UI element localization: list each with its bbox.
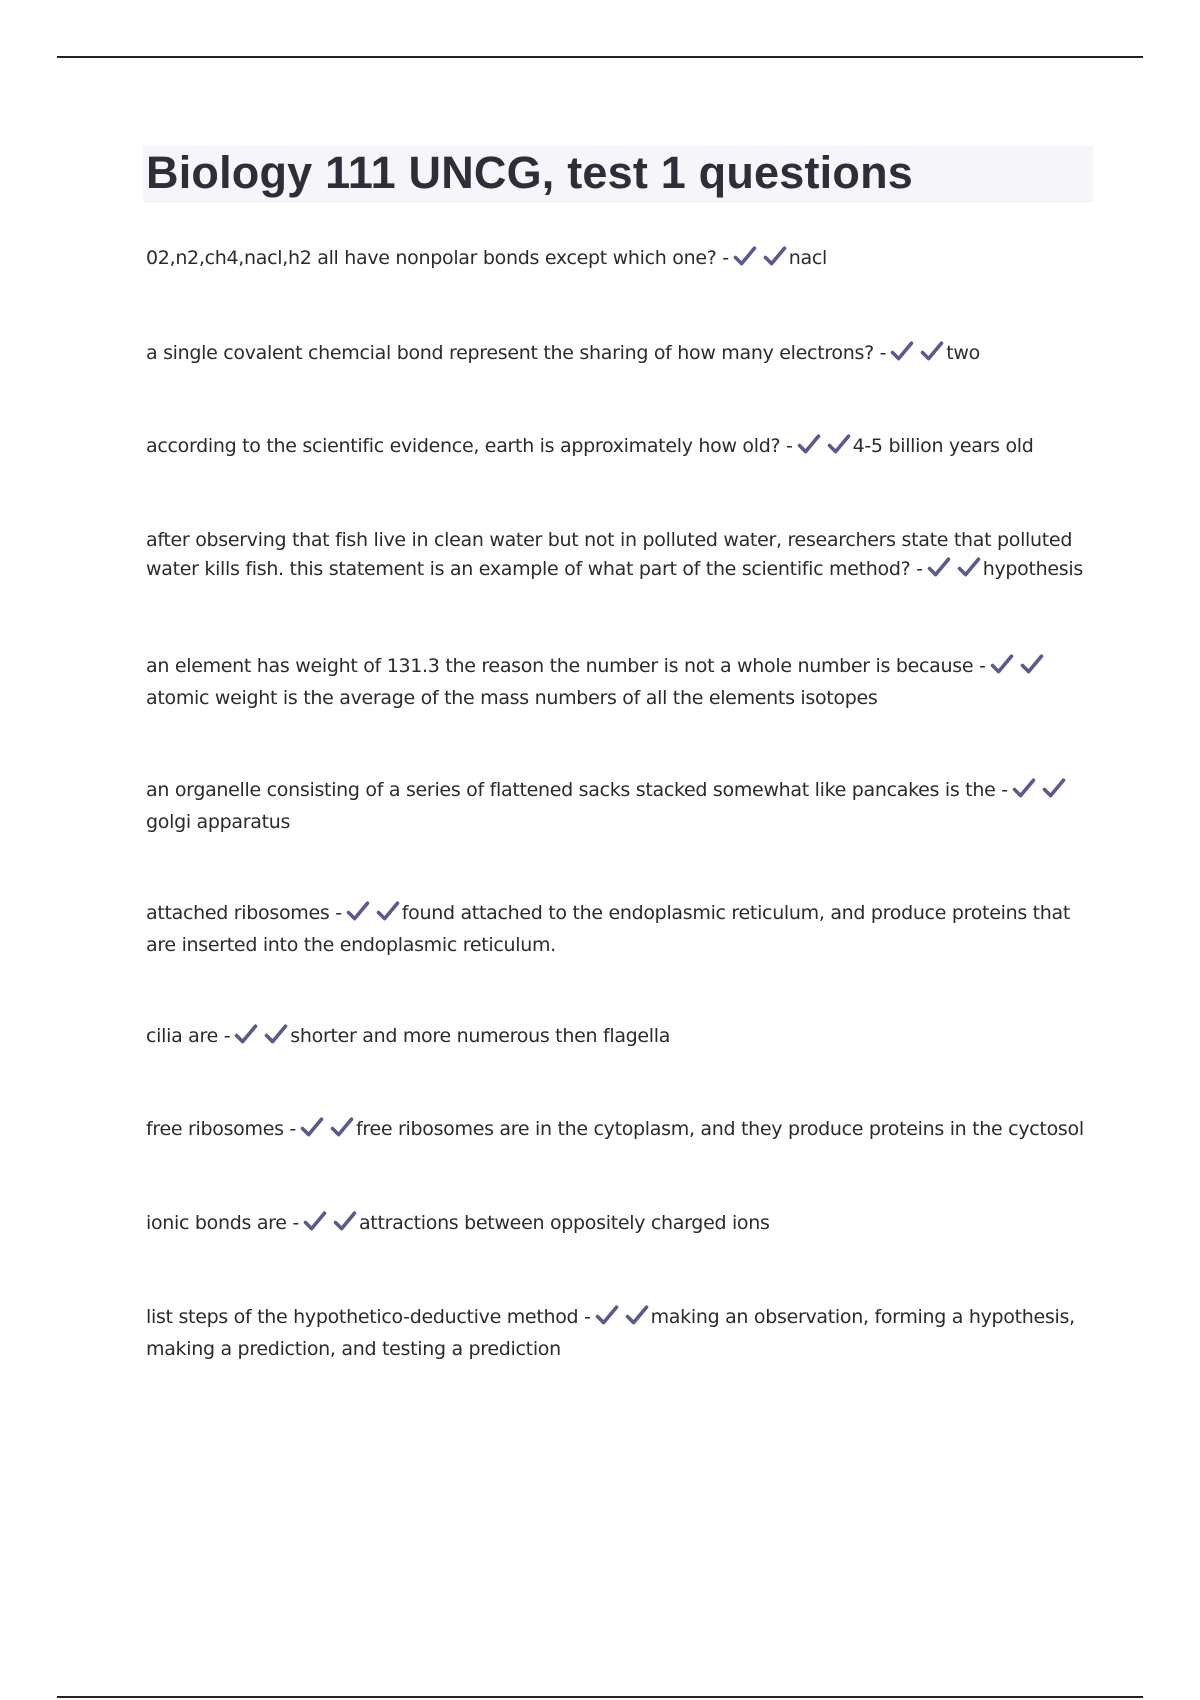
qa-item bbox=[146, 1303, 1091, 1364]
question-text: list steps of the hypothetico-deductive method - bbox=[146, 1306, 591, 1328]
answer-text: nacl bbox=[788, 247, 828, 269]
check-icon bbox=[927, 556, 951, 578]
check-icon bbox=[1020, 653, 1044, 675]
double-check-icon bbox=[300, 1116, 354, 1147]
qa-item bbox=[146, 652, 1091, 713]
answer-text: 4-5 billion years old bbox=[852, 435, 1034, 457]
question-text: 02,n2,ch4,nacl,h2 all have nonpolar bonds except which one? - bbox=[146, 247, 729, 269]
qa-item bbox=[146, 1209, 1091, 1241]
answer-text: shorter and more numerous then flagella bbox=[290, 1025, 671, 1047]
question-text: ionic bonds are - bbox=[146, 1212, 299, 1234]
double-check-icon bbox=[234, 1023, 288, 1054]
bottom-rule bbox=[57, 1696, 1143, 1698]
double-check-icon bbox=[990, 653, 1044, 684]
qa-item bbox=[146, 899, 1091, 960]
double-check-icon bbox=[733, 245, 787, 276]
answer-text: atomic weight is the average of the mass numbers of all the elements isotopes bbox=[146, 687, 878, 709]
question-text: an element has weight of 131.3 the reason the number is not a whole number is because - bbox=[146, 655, 986, 677]
qa-item bbox=[146, 1115, 1091, 1147]
qa-item bbox=[146, 244, 1091, 276]
check-icon bbox=[827, 433, 851, 455]
check-icon bbox=[920, 340, 944, 362]
question-text: free ribosomes - bbox=[146, 1118, 296, 1140]
question-text: attached ribosomes - bbox=[146, 902, 342, 924]
qa-item bbox=[146, 526, 1091, 587]
double-check-icon bbox=[797, 433, 851, 464]
check-icon bbox=[346, 900, 370, 922]
check-icon bbox=[625, 1304, 649, 1326]
double-check-icon bbox=[595, 1304, 649, 1335]
answer-text: found attached to the endoplasmic reticulum, and produce proteins that are inserted into the endoplasmic reticulum. bbox=[146, 902, 1071, 956]
check-icon bbox=[763, 245, 787, 267]
check-icon bbox=[890, 340, 914, 362]
top-rule bbox=[57, 56, 1143, 58]
check-icon bbox=[300, 1116, 324, 1138]
answer-text: golgi apparatus bbox=[146, 811, 291, 833]
check-icon bbox=[1042, 777, 1066, 799]
question-text: after observing that fish live in clean water but not in polluted water, researchers state that polluted water kills fish. this statement is an example of what part of the scientific method? - bbox=[146, 529, 1073, 580]
double-check-icon bbox=[303, 1210, 357, 1241]
check-icon bbox=[333, 1210, 357, 1232]
check-icon bbox=[234, 1023, 258, 1045]
double-check-icon bbox=[890, 340, 944, 371]
qa-item bbox=[146, 339, 1091, 371]
check-icon bbox=[303, 1210, 327, 1232]
question-text: cilia are - bbox=[146, 1025, 231, 1047]
check-icon bbox=[264, 1023, 288, 1045]
answer-text: two bbox=[946, 342, 980, 364]
check-icon bbox=[330, 1116, 354, 1138]
question-text: according to the scientific evidence, earth is approximately how old? - bbox=[146, 435, 793, 457]
check-icon bbox=[595, 1304, 619, 1326]
page-title: Biology 111 UNCG, test 1 questions bbox=[146, 147, 913, 198]
double-check-icon bbox=[1012, 777, 1066, 808]
question-text: an organelle consisting of a series of flattened sacks stacked somewhat like pancakes is the - bbox=[146, 779, 1008, 801]
answer-text: hypothesis bbox=[982, 558, 1083, 580]
qa-item bbox=[146, 1022, 1091, 1054]
qa-item bbox=[146, 432, 1091, 464]
double-check-icon bbox=[346, 900, 400, 931]
check-icon bbox=[376, 900, 400, 922]
question-text: a single covalent chemcial bond represent the sharing of how many electrons? - bbox=[146, 342, 887, 364]
qa-item bbox=[146, 776, 1091, 837]
check-icon bbox=[733, 245, 757, 267]
check-icon bbox=[1012, 777, 1036, 799]
answer-text: free ribosomes are in the cytoplasm, and they produce proteins in the cyctosol bbox=[356, 1118, 1084, 1140]
answer-text: attractions between oppositely charged ions bbox=[358, 1212, 770, 1234]
double-check-icon bbox=[927, 556, 981, 587]
check-icon bbox=[957, 556, 981, 578]
answer-text: making an observation, forming a hypothesis, making a prediction, and testing a prediction bbox=[146, 1306, 1075, 1360]
check-icon bbox=[797, 433, 821, 455]
check-icon bbox=[990, 653, 1014, 675]
